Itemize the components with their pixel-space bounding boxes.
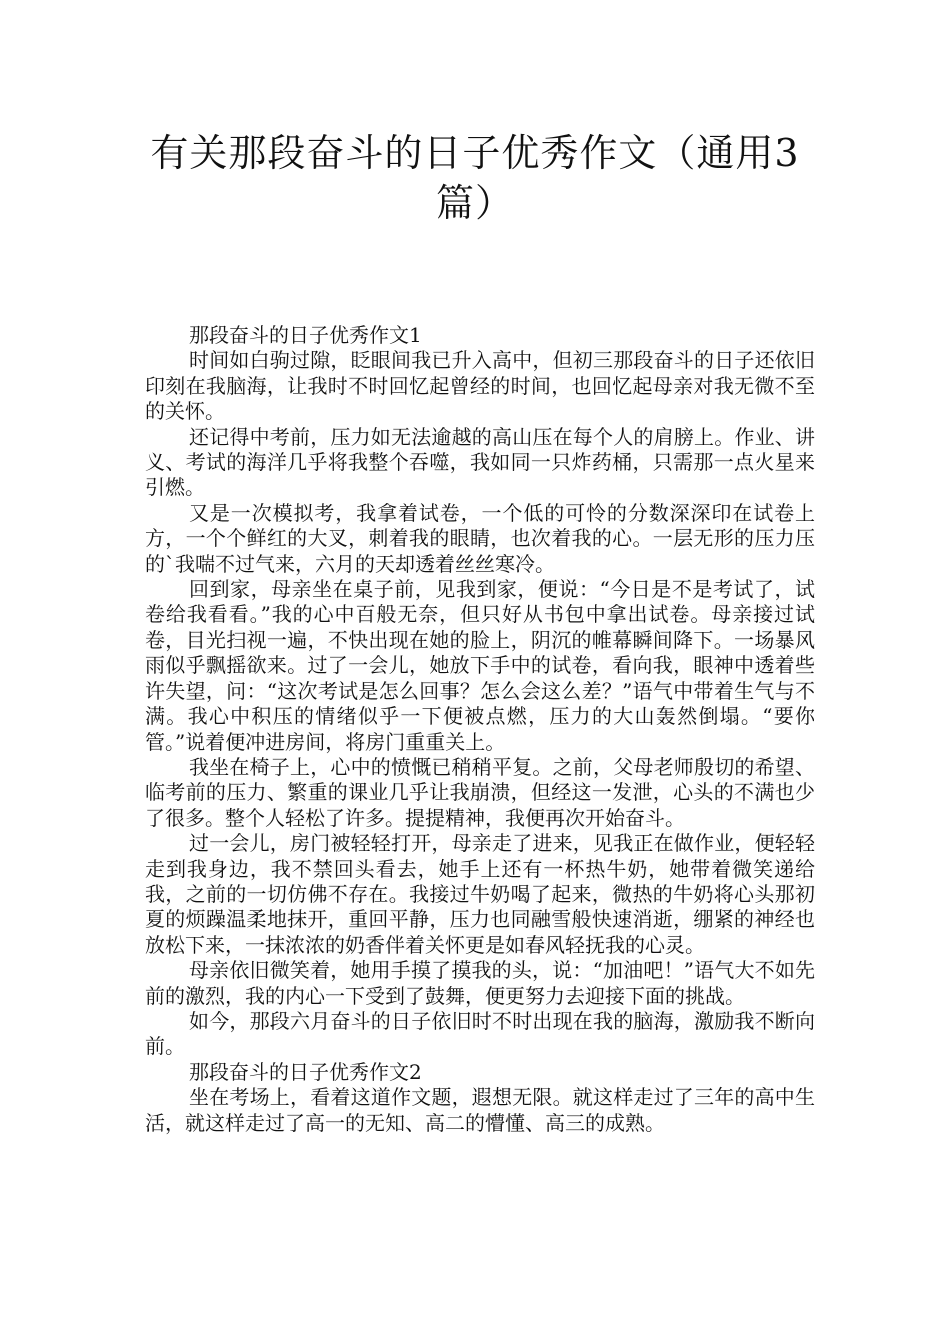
paragraph: 如今，那段六月奋斗的日子依旧时不时出现在我的脑海，激励我不断向前。: [145, 1008, 815, 1059]
paragraph: 时间如白驹过隙，眨眼间我已升入高中，但初三那段奋斗的日子还依旧印刻在我脑海，让我时不时回忆起曾经的时间，也回忆起母亲对我无微不至的关怀。: [145, 348, 815, 424]
document-title: 有关那段奋斗的日子优秀作文（通用3篇）: [150, 131, 800, 225]
paragraph: 还记得中考前，压力如无法逾越的高山压在每个人的肩膀上。作业、讲义、考试的海洋几乎将我整个吞噬，我如同一只炸药桶，只需那一点火星来引燃。: [145, 424, 815, 500]
essay-heading: 那段奋斗的日子优秀作文1: [189, 323, 422, 347]
paragraph: 我坐在椅子上，心中的愤慨已稍稍平复。之前，父母老师殷切的希望、临考前的压力、繁重的课业几乎让我崩溃，但经这一发泄，心头的不满也少了很多。整个人轻松了许多。提提精神，我便再次开始奋斗。: [145, 754, 815, 830]
paragraph: 过一会儿，房门被轻轻打开，母亲走了进来，见我正在做作业，便轻轻走到我身边，我不禁回头看去，她手上还有一杯热牛奶，她带着微笑递给我，之前的一切仿佛不存在。我接过牛奶喝了起来，微热的牛奶将心头那初夏的烦躁温柔地抹开，重回平静，压力也同融雪般快速消逝，绷紧的神经也放松下来，一抹浓浓的奶香伴着关怀更是如春风轻抚我的心灵。: [145, 831, 815, 957]
paragraph: 又是一次模拟考，我拿着试卷，一个低的可怜的分数深深印在试卷上方，一个个鲜红的大叉，刺着我的眼睛，也次着我的心。一层无形的压力压的`我喘不过气来，六月的天却透着丝丝寒冷。: [145, 500, 815, 576]
paragraph: 母亲依旧微笑着，她用手摸了摸我的头，说：“加油吧！”语气大不如先前的激烈，我的内心一下受到了鼓舞，便更努力去迎接下面的挑战。: [145, 958, 815, 1008]
paragraph: 回到家，母亲坐在桌子前，见我到家，便说：“今日是不是考试了，试卷给我看看。”我的心中百般无奈，但只好从书包中拿出试卷。母亲接过试卷，目光扫视一遍，不快出现在她的脸上，阴沉的帷幕瞬间降下。一场暴风雨似乎飘摇欲来。过了一会儿，她放下手中的试卷，看向我，眼神中透着些许失望，问：“这次考试是怎么回事？怎么会这么差？”语气中带着生气与不满。我心中积压的情绪似乎一下便被点燃，压力的大山轰然倒塌。“要你管。”说着便冲进房间，将房门重重关上。: [145, 577, 815, 754]
document-body: [145, 323, 815, 1136]
paragraph: 坐在考场上，看着这道作文题，遐想无限。就这样走过了三年的高中生活，就这样走过了高一的无知、高二的懵懂、高三的成熟。: [145, 1085, 815, 1135]
essay-heading: 那段奋斗的日子优秀作文2: [189, 1059, 422, 1084]
